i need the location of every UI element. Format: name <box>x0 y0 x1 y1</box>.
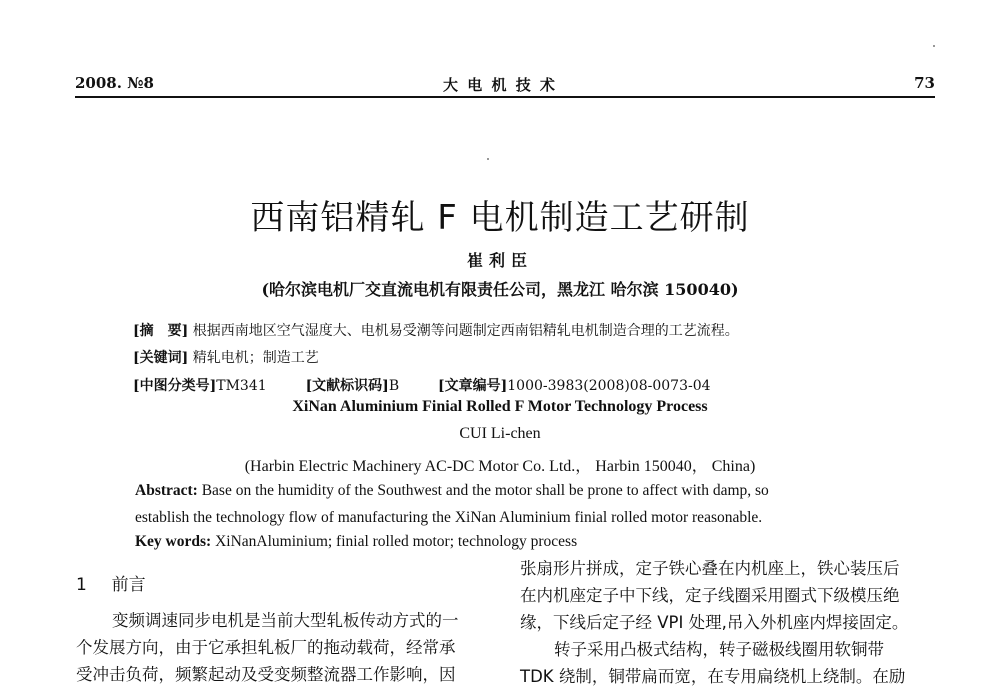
abstract-cn-label: [摘 要] <box>133 323 189 339</box>
clc-value: TM341 <box>216 378 267 394</box>
section-number: 1 <box>76 575 87 595</box>
page-number: 73 <box>914 74 935 92</box>
keywords-en <box>135 533 577 551</box>
body-left-line: 变频调速同步电机是当前大型轧板传动方式的一 <box>112 611 459 630</box>
keywords-cn-label: [关键词] <box>133 350 189 366</box>
doc-code-label: [文献标识码] <box>305 378 389 394</box>
article-number-label: [文章编号] <box>438 378 508 394</box>
body-right-line: 缘，下线后定子经 VPI 处理,吊入外机座内焊接固定。 <box>520 613 909 632</box>
author-name-cn: 崔利臣 <box>466 251 533 270</box>
classification-line <box>133 375 711 395</box>
abstract-en-line1 <box>135 482 769 500</box>
affiliation-en: (Harbin Electric Machinery AC-DC Motor Co. Ltd.， Harbin 150040， China) <box>244 458 756 475</box>
affiliation-cn: (哈尔滨电机厂交直流电机有限责任公司，黑龙江 哈尔滨 150040) <box>261 280 739 299</box>
body-right-line: 张扇形片拼成，定子铁心叠在内机座上，铁心装压后 <box>520 559 900 578</box>
issue-number: 2008. №8 <box>75 74 154 92</box>
clc-label: [中图分类号] <box>133 378 217 394</box>
abstract-en-label: Abstract: <box>135 482 198 499</box>
abstract-cn-text: 根据西南地区空气湿度大、电机易受潮等问题制定西南铝精轧电机制造合理的工艺流程。 <box>192 323 739 339</box>
body-right-line: 在内机座定子中下线，定子线圈采用圈式下级模压绝 <box>520 586 900 605</box>
section-heading <box>76 570 146 595</box>
scan-speck <box>933 45 935 47</box>
section-title: 前言 <box>111 575 146 595</box>
abstract-en-text-1: Base on the humidity of the Southwest and the motor shall be prone to affect with damp, so <box>201 482 769 499</box>
scan-speck <box>487 158 489 160</box>
body-left-line: 个发展方向，由于它承担轧板厂的拖动载荷，经常承 <box>76 638 456 657</box>
doc-code-value: B <box>388 378 400 394</box>
body-left-line: 受冲击负荷，频繁起动及受变频整流器工作影响，因 <box>76 665 456 684</box>
keywords-cn-text: 精轧电机；制造工艺 <box>192 350 319 366</box>
article-number-value: 1000-3983(2008)08-0073-04 <box>507 378 711 394</box>
keywords-cn <box>133 347 319 367</box>
author-name-en: CUI Li-chen <box>459 425 541 442</box>
journal-name: 大 电 机 技 术 <box>443 76 557 94</box>
abstract-cn <box>133 320 739 340</box>
body-right-line: 转子采用凸极式结构，转子磁极线圈用软铜带 <box>554 640 884 659</box>
body-right-line: TDK 绕制，铜带扁而宽，在专用扁绕机上绕制。在励 <box>520 667 906 686</box>
abstract-en-line2: establish the technology flow of manufacturing the XiNan Aluminium finial rolled motor reasonable. <box>135 509 763 526</box>
keywords-en-label: Key words: <box>135 533 212 550</box>
keywords-en-text: XiNanAluminium; finial rolled motor; technology process <box>215 533 578 550</box>
paper-title-en: XiNan Aluminium Finial Rolled F Motor Technology Process <box>292 398 708 415</box>
header-rule <box>75 96 935 98</box>
paper-title: 西南铝精轧 F 电机制造工艺研制 <box>250 198 750 238</box>
